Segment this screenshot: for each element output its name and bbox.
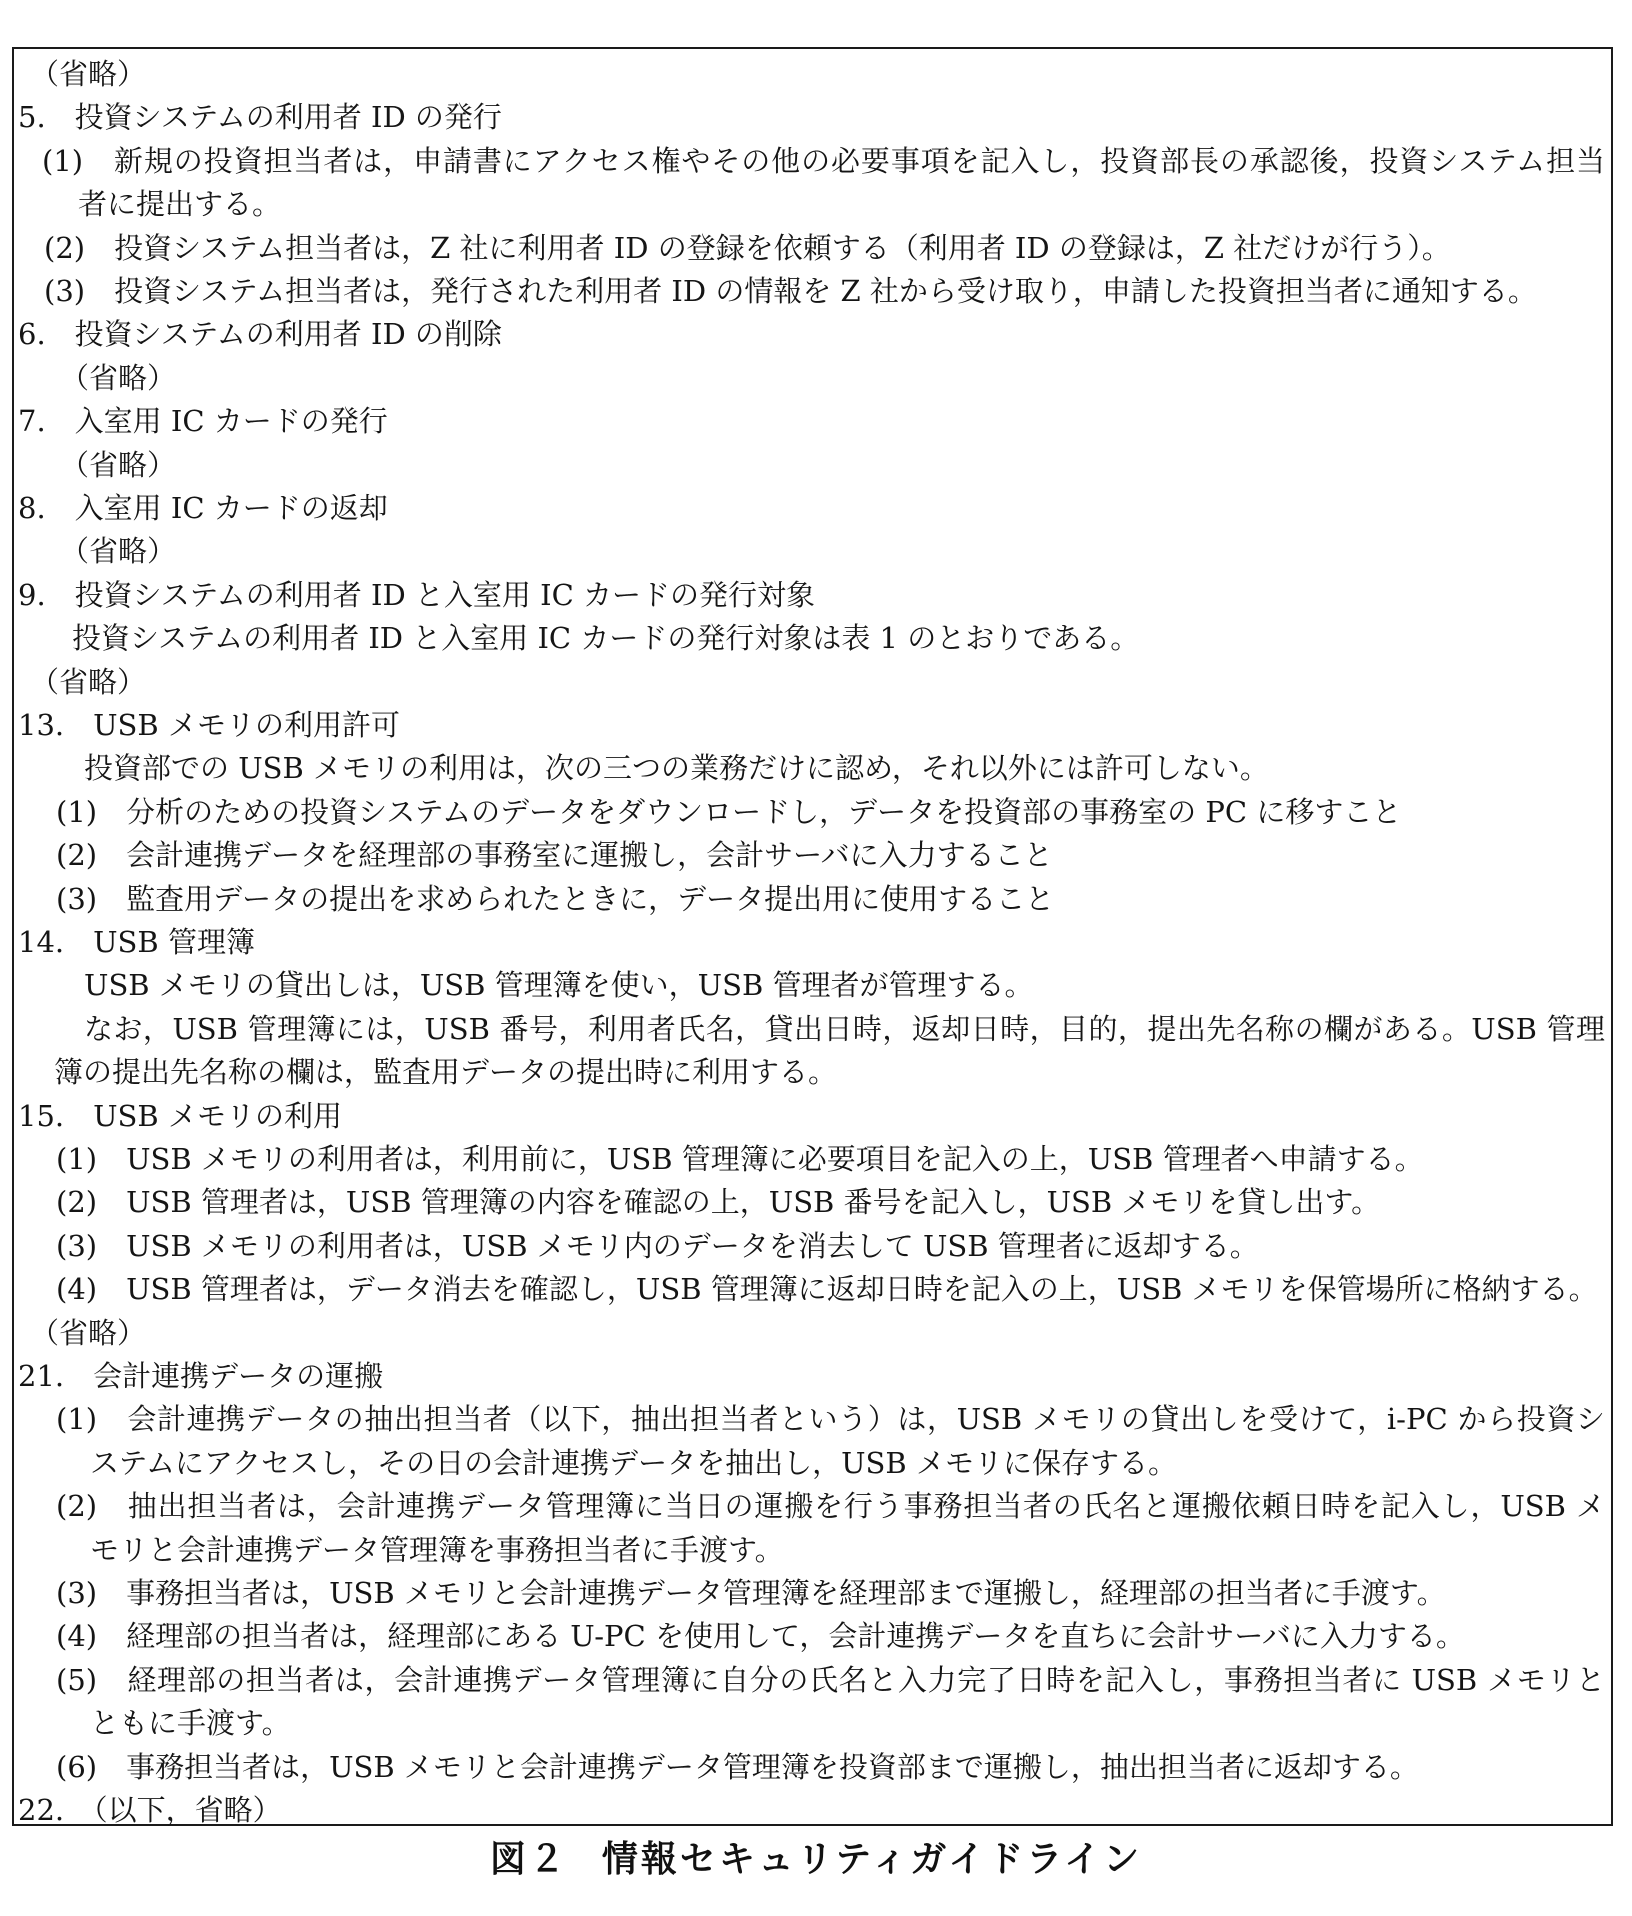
guideline-line: 5. 投資システムの利用者 ID の発行 (18, 100, 502, 135)
guideline-line: (1) 会計連携データの抽出担当者（以下，抽出担当者という）は，USB メモリの貸出しを受けて，i-PC から投資シ (56, 1402, 1605, 1437)
guideline-line: 簿の提出先名称の欄は，監査用データの提出時に利用する。 (54, 1055, 838, 1090)
figure-title: 情報セキュリティガイドライン (601, 1839, 1143, 1880)
figure-caption (0, 1830, 1632, 1890)
guideline-line: （省略） (30, 1315, 147, 1350)
guideline-line: ともに手渡す。 (90, 1706, 291, 1741)
guideline-line: (1) 新規の投資担当者は，申請書にアクセス権やその他の必要事項を記入し，投資部長の承認後，投資システム担当 (42, 143, 1605, 178)
guideline-line: (4) 経理部の担当者は，経理部にある U-PC を使用して，会計連携データを直ちに会計サーバに入力する。 (56, 1619, 1465, 1654)
guideline-line: USB メモリの貸出しは，USB 管理簿を使い，USB 管理者が管理する。 (84, 968, 1034, 1003)
guideline-line: 投資システムの利用者 ID と入室用 IC カードの発行対象は表 1 のとおりである。 (72, 621, 1140, 656)
guideline-line: (1) 分析のための投資システムのデータをダウンロードし，データを投資部の事務室の PC に移すこと (56, 794, 1402, 829)
guideline-line: （省略） (60, 360, 177, 395)
guideline-line: (2) USB 管理者は，USB 管理簿の内容を確認の上，USB 番号を記入し，USB メモリを貸し出す。 (56, 1185, 1381, 1220)
guideline-line: (2) 抽出担当者は，会計連携データ管理簿に当日の運搬を行う事務担当者の氏名と運搬依頼日時を記入し，USB メ (56, 1489, 1605, 1524)
guideline-line: 投資部での USB メモリの利用は，次の三つの業務だけに認め，それ以外には許可しない。 (84, 751, 1269, 786)
guideline-line: 8. 入室用 IC カードの返却 (18, 491, 388, 525)
guideline-line: 7. 入室用 IC カードの発行 (18, 404, 388, 439)
guideline-line: 22. （以下，省略） (18, 1793, 282, 1827)
guideline-line: 15. USB メモリの利用 (18, 1098, 342, 1133)
guideline-line: 6. 投資システムの利用者 ID の削除 (18, 317, 502, 352)
guideline-line: (1) USB メモリの利用者は，利用前に，USB 管理簿に必要項目を記入の上，USB 管理者へ申請する。 (56, 1142, 1424, 1176)
guideline-line: 21. 会計連携データの運搬 (18, 1359, 384, 1393)
guideline-line: ステムにアクセスし，その日の会計連携データを抽出し，USB メモリに保存する。 (90, 1445, 1177, 1480)
guideline-line: 14. USB 管理簿 (18, 925, 255, 959)
guideline-line: (4) USB 管理者は，データ消去を確認し，USB 管理簿に返却日時を記入の上，USB メモリを保管場所に格納する。 (56, 1272, 1598, 1307)
guideline-line: (3) 投資システム担当者は，発行された利用者 ID の情報を Z 社から受け取り，申請した投資担当者に通知する。 (44, 274, 1537, 308)
guideline-line: 9. 投資システムの利用者 ID と入室用 IC カードの発行対象 (18, 577, 815, 612)
guideline-line: (3) 監査用データの提出を求められたときに，データ提出用に使用すること (56, 881, 1055, 916)
guideline-line: （省略） (30, 664, 147, 699)
guideline-line: （省略） (30, 57, 147, 91)
guideline-line: （省略） (60, 534, 177, 569)
guideline-line: (3) USB メモリの利用者は，USB メモリ内のデータを消去して USB 管理者に返却する。 (56, 1228, 1259, 1263)
guideline-line: (2) 会計連携データを経理部の事務室に運搬し，会計サーバに入力すること (56, 838, 1053, 873)
figure-label: 図２ (489, 1839, 568, 1880)
guideline-line: 者に提出する。 (78, 187, 282, 222)
guideline-line: なお，USB 管理簿には，USB 番号，利用者氏名，貸出日時，返却日時，目的，提出先名称の欄がある。USB 管理 (84, 1011, 1605, 1046)
guideline-line: (6) 事務担当者は，USB メモリと会計連携データ管理簿を投資部まで運搬し，抽出担当者に返却する。 (56, 1749, 1419, 1784)
guideline-line: (5) 経理部の担当者は，会計連携データ管理簿に自分の氏名と入力完了日時を記入し，事務担当者に USB メモリと (56, 1662, 1605, 1697)
guideline-line: 13. USB メモリの利用許可 (18, 708, 400, 742)
guideline-line: (2) 投資システム担当者は，Z 社に利用者 ID の登録を依頼する（利用者 ID の登録は，Z 社だけが行う）。 (44, 230, 1451, 265)
guideline-line: （省略） (60, 447, 177, 482)
guideline-box (12, 47, 1613, 1826)
guideline-line: モリと会計連携データ管理簿を事務担当者に手渡す。 (90, 1532, 784, 1567)
guideline-line: (3) 事務担当者は，USB メモリと会計連携データ管理簿を経理部まで運搬し，経理部の担当者に手渡す。 (56, 1576, 1446, 1610)
